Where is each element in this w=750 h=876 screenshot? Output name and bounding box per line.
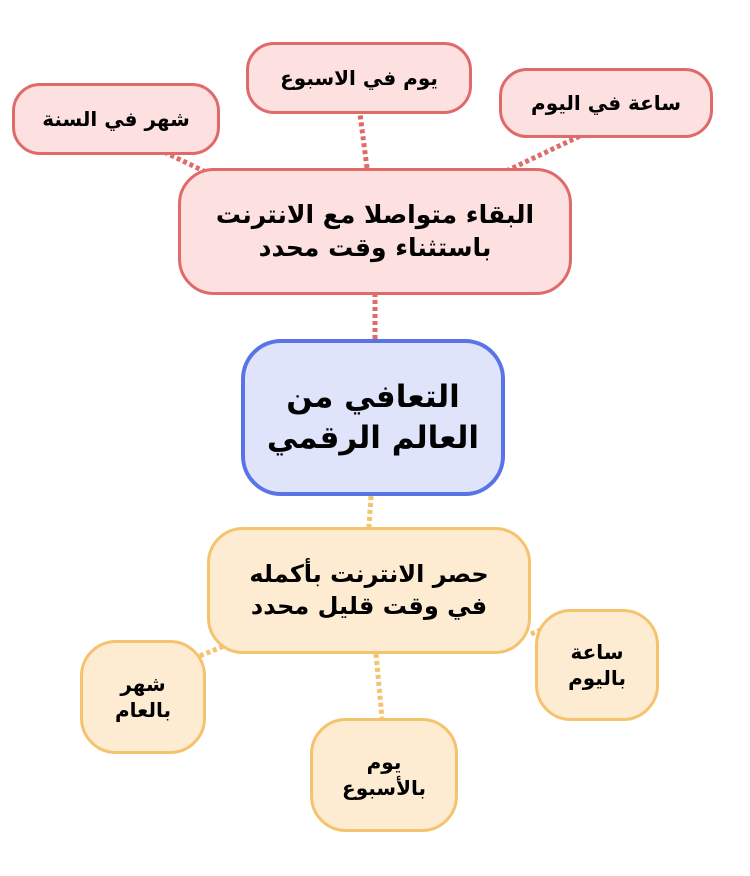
node-stay-connected-line2: باستثناء وقت محدد [258,232,492,262]
node-day-per-week [246,42,472,114]
connector-always-to-day-week [360,114,367,168]
node-center-topic [241,339,505,496]
node-hour-daily-line2: باليوم [568,666,626,690]
node-month-yearly [80,640,206,754]
node-day-weekly-line1: يوم [366,750,402,774]
node-hour-per-day [499,68,713,138]
center-topic-line2: العالم الرقمي [266,419,480,456]
node-month-yearly-line2: بالعام [115,698,171,722]
node-stay-connected-line1: البقاء متواصلا مع الانترنت [215,200,535,229]
node-restrict-internet-line1: حصر الانترنت بأكمله [249,560,489,589]
node-day-per-week-label: يوم في الاسبوع [280,66,438,90]
node-month-per-year-label: شهر في السنة [42,107,190,131]
node-month-yearly-line1: شهر [120,672,166,696]
node-day-weekly [310,718,458,832]
node-restrict-internet-line2: في وقت قليل محدد [250,591,488,620]
center-topic-line1: التعافي من [286,379,460,416]
connector-restrict-to-day-week [376,654,382,718]
node-restrict-internet [207,527,531,654]
node-hour-daily-line1: ساعة [570,640,624,664]
node-hour-per-day-label: ساعة في اليوم [531,91,681,115]
node-day-weekly-line2: بالأسبوع [342,776,426,800]
node-stay-connected [178,168,572,295]
node-month-per-year [12,83,220,155]
node-hour-daily [535,609,659,721]
connector-center-to-restrict [369,496,371,527]
